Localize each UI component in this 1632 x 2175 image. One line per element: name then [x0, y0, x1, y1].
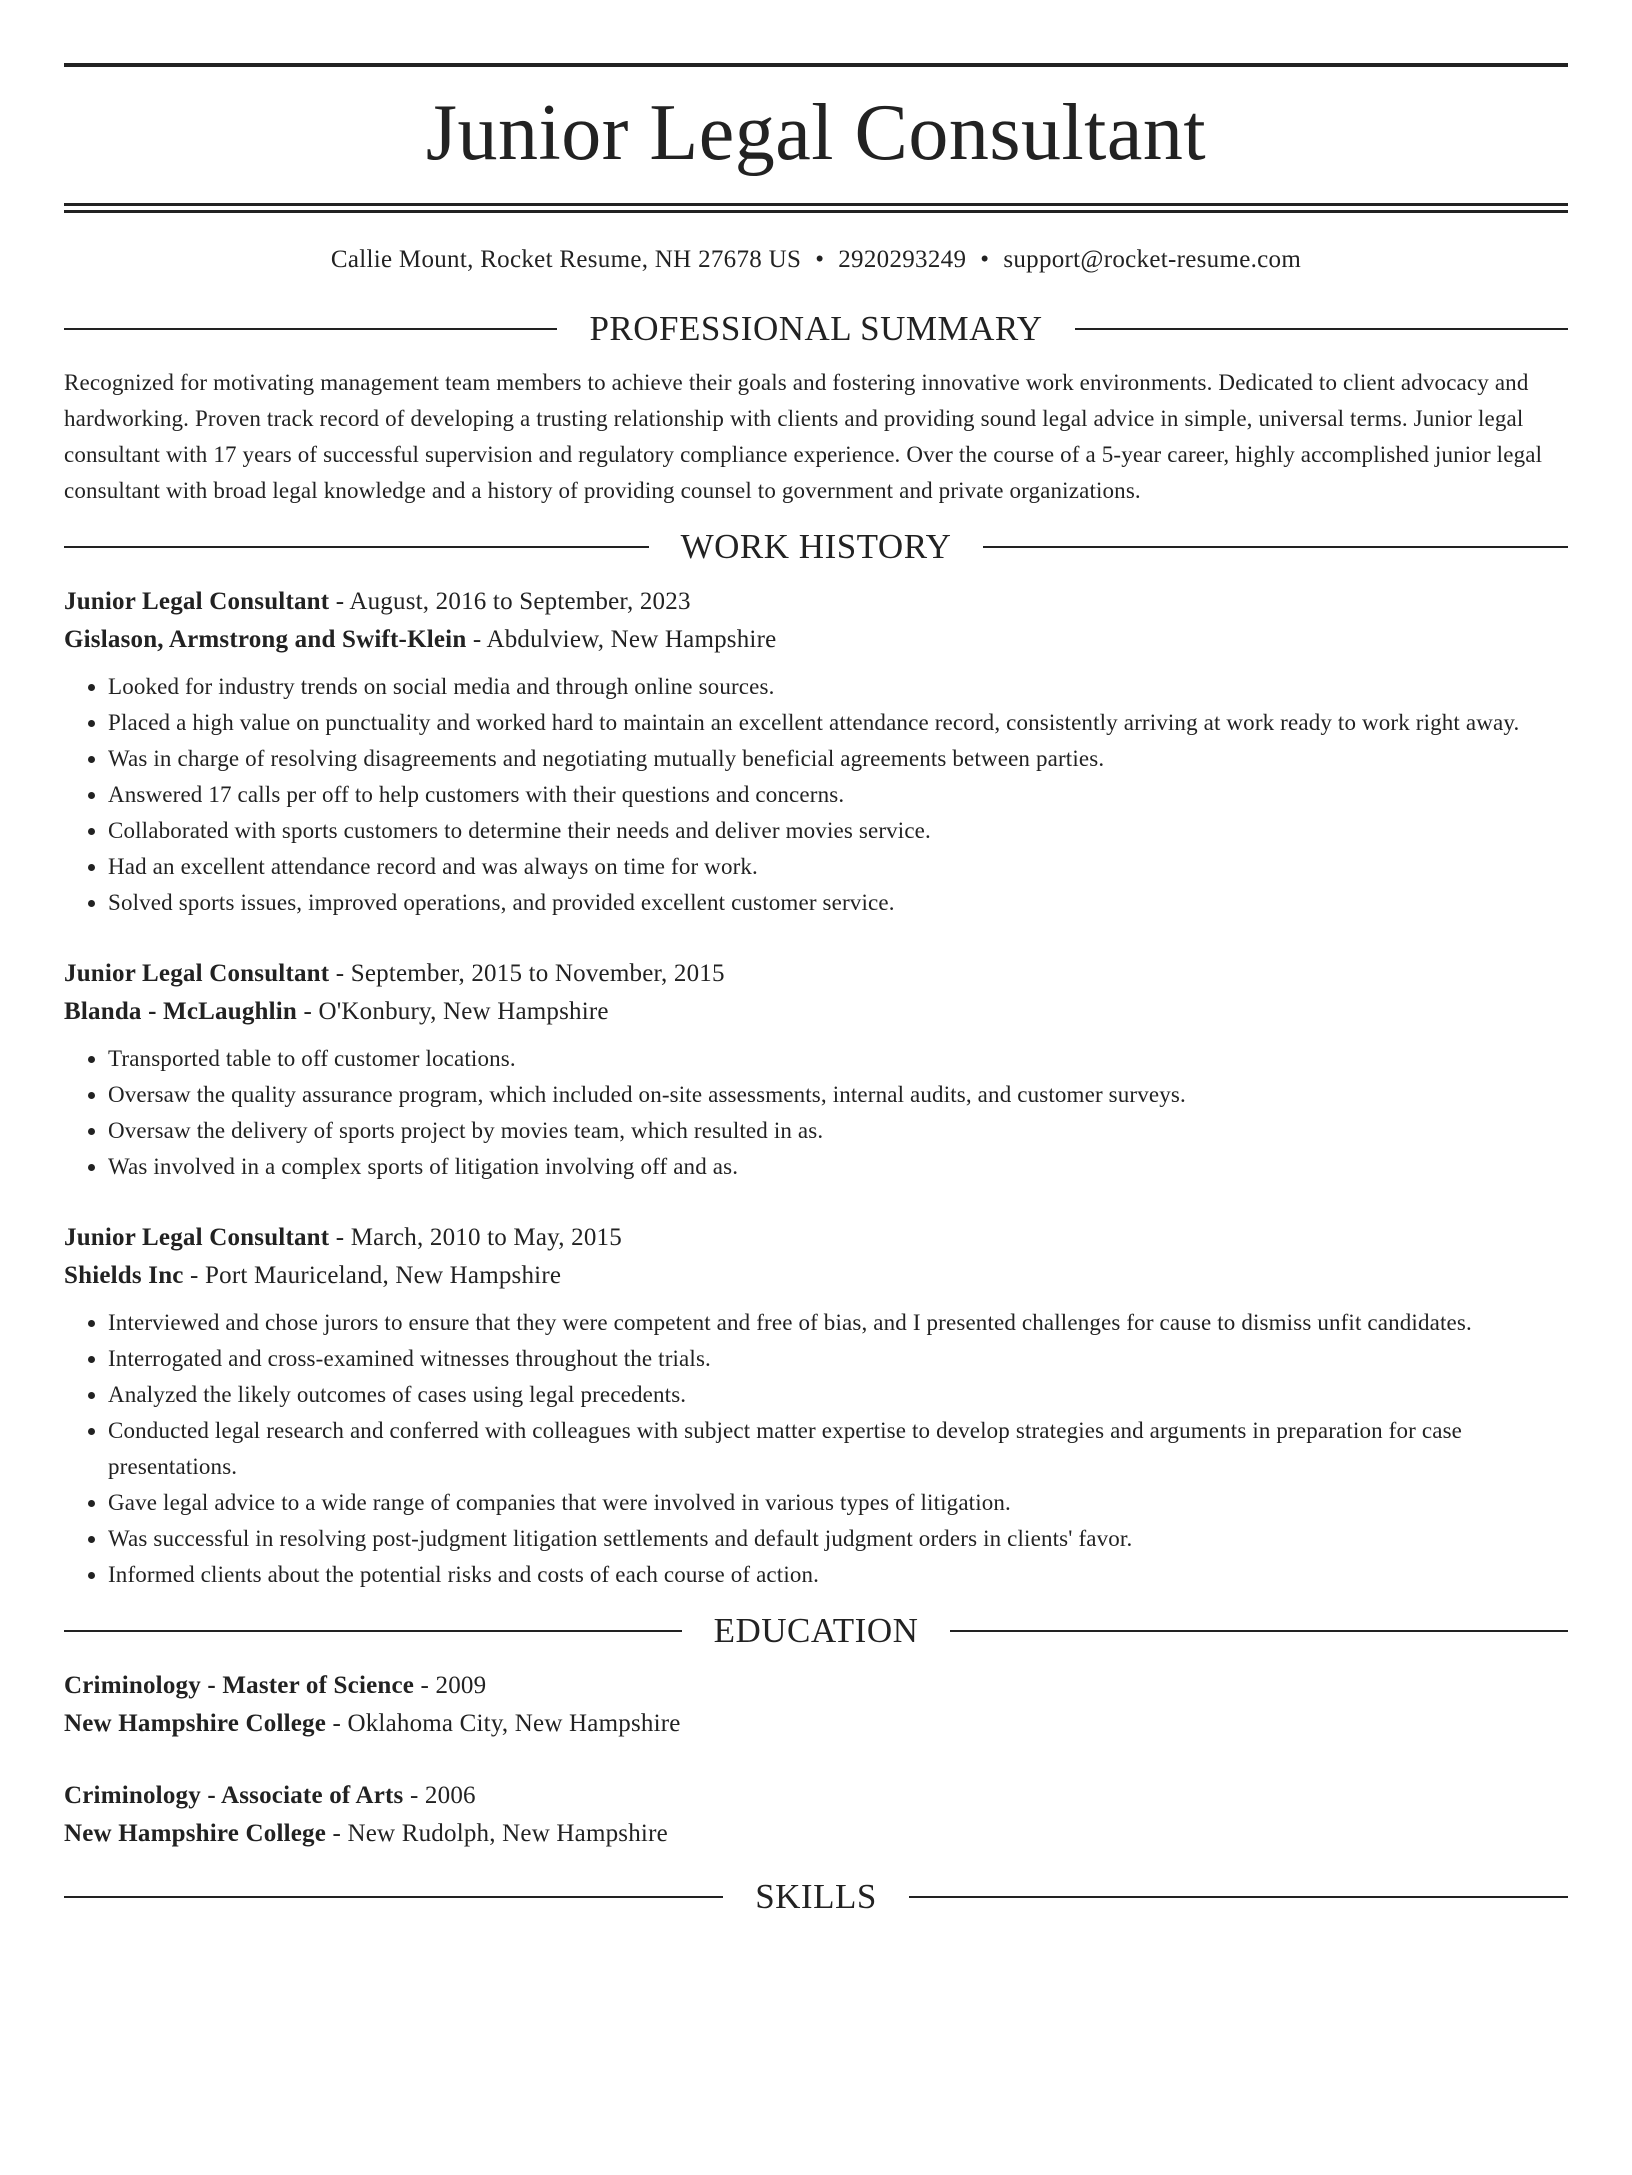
section-heading-skills: [64, 1875, 1568, 1919]
contact-separator: •: [980, 246, 990, 273]
education-school-line: [64, 1705, 1568, 1743]
list-item: • Had an excellent attendance record and was always on time for work.: [108, 849, 1568, 885]
section-heading-summary: [64, 307, 1568, 351]
job-location: - O'Konbury, New Hampshire: [297, 998, 609, 1025]
list-item: • Collaborated with sports customers to determine their needs and deliver movies service.: [108, 813, 1568, 849]
job-location: - Abdulview, New Hampshire: [466, 626, 777, 653]
education-degree-line: [64, 1667, 1568, 1705]
contact-address: Callie Mount, Rocket Resume, NH 27678 US: [330, 246, 802, 273]
heading-rule-right: [950, 1630, 1568, 1632]
list-item: • Conducted legal research and conferred with colleagues with subject matter expertise to develop strategies and arguments in preparation for case presentations.: [108, 1413, 1568, 1485]
section-title: EDUCATION: [713, 1611, 919, 1650]
contact-phone: 2920293249: [838, 246, 967, 273]
heading-rule-left: [64, 1896, 723, 1898]
job-entry: [64, 583, 1568, 921]
heading-rule-right: [909, 1896, 1568, 1898]
education-year: - 2009: [414, 1672, 487, 1699]
list-item: • Informed clients about the potential risks and costs of each course of action.: [108, 1557, 1568, 1593]
top-divider: [64, 63, 1568, 67]
list-item: • Interrogated and cross-examined witnesses throughout the trials.: [108, 1341, 1568, 1377]
list-item: • Gave legal advice to a wide range of companies that were involved in various types of litigation.: [108, 1485, 1568, 1521]
education-degree: Criminology - Associate of Arts: [64, 1782, 404, 1809]
list-item: • Oversaw the delivery of sports project by movies team, which resulted in as.: [108, 1113, 1568, 1149]
job-company-line: [64, 993, 1568, 1031]
section-heading-work: [64, 525, 1568, 569]
education-location: - Oklahoma City, New Hampshire: [326, 1710, 681, 1737]
job-bullets: [64, 669, 1568, 921]
education-entry: [64, 1667, 1568, 1743]
list-item: • Interviewed and chose jurors to ensure that they were competent and free of bias, and I presented challenges for cause to dismiss unfit candidates.: [108, 1305, 1568, 1341]
contact-separator: •: [815, 246, 825, 273]
list-item: • Placed a high value on punctuality and worked hard to maintain an excellent attendance record, consistently arriving at work ready to work right away.: [108, 705, 1568, 741]
heading-rule-left: [64, 328, 557, 330]
job-entry: [64, 955, 1568, 1185]
section-title: SKILLS: [755, 1877, 877, 1916]
title-double-divider: [64, 203, 1568, 213]
job-title: Junior Legal Consultant: [64, 1224, 330, 1251]
education-location: - New Rudolph, New Hampshire: [326, 1820, 668, 1847]
heading-rule-left: [64, 546, 649, 548]
education-degree: Criminology - Master of Science: [64, 1672, 415, 1699]
job-company: Gislason, Armstrong and Swift-Klein: [64, 626, 467, 653]
job-bullets: [64, 1041, 1568, 1185]
heading-rule-left: [64, 1630, 682, 1632]
section-title: PROFESSIONAL SUMMARY: [589, 309, 1043, 348]
list-item: • Oversaw the quality assurance program, which included on-site assessments, internal audits, and customer surveys.: [108, 1077, 1568, 1113]
job-title-line: [64, 955, 1568, 993]
job-dates: - August, 2016 to September, 2023: [329, 588, 691, 615]
job-dates: - September, 2015 to November, 2015: [329, 960, 725, 987]
contact-email: support@rocket-resume.com: [1003, 246, 1302, 273]
list-item: • Was successful in resolving post-judgment litigation settlements and default judgment orders in clients' favor.: [108, 1521, 1568, 1557]
list-item: • Analyzed the likely outcomes of cases using legal precedents.: [108, 1377, 1568, 1413]
job-company: Shields Inc: [64, 1262, 184, 1289]
section-title: WORK HISTORY: [680, 527, 952, 566]
education-degree-line: [64, 1777, 1568, 1815]
list-item: • Was involved in a complex sports of litigation involving off and as.: [108, 1149, 1568, 1185]
list-item: • Solved sports issues, improved operations, and provided excellent customer service.: [108, 885, 1568, 921]
job-company: Blanda - McLaughlin: [64, 998, 298, 1025]
list-item: • Answered 17 calls per off to help customers with their questions and concerns.: [108, 777, 1568, 813]
resume-title: Junior Legal Consultant: [425, 89, 1207, 177]
list-item: • Looked for industry trends on social media and through online sources.: [108, 669, 1568, 705]
job-title: Junior Legal Consultant: [64, 960, 330, 987]
resume-page: [0, 63, 1632, 2175]
summary-paragraph: Recognized for motivating management team members to achieve their goals and fostering innovative work environments. Dedicated to client advocacy and hardworking. Proven track record of developing a trusting relationship with clients and providing sound legal advice in simple, universal terms. Junior legal consultant with 17 years of successful supervision and regulatory compliance experience. Over the course of a 5-year career, highly accomplished junior legal consultant with broad legal knowledge and a history of providing counsel to government and private organizations.: [64, 370, 1543, 503]
job-title: Junior Legal Consultant: [64, 588, 330, 615]
education-school: New Hampshire College: [64, 1820, 327, 1847]
education-entry: [64, 1777, 1568, 1853]
job-entry: [64, 1219, 1568, 1593]
education-school-line: [64, 1815, 1568, 1853]
job-dates: - March, 2010 to May, 2015: [329, 1224, 622, 1251]
list-item: • Was in charge of resolving disagreements and negotiating mutually beneficial agreements between parties.: [108, 741, 1568, 777]
heading-rule-right: [983, 546, 1568, 548]
contact-line: [64, 244, 1568, 276]
list-item: • Transported table to off customer locations.: [108, 1041, 1568, 1077]
job-location: - Port Mauriceland, New Hampshire: [183, 1262, 562, 1289]
education-year: - 2006: [403, 1782, 476, 1809]
job-title-line: [64, 1219, 1568, 1257]
section-heading-education: [64, 1609, 1568, 1653]
job-title-line: [64, 583, 1568, 621]
job-company-line: [64, 621, 1568, 659]
job-bullets: [64, 1305, 1568, 1593]
education-school: New Hampshire College: [64, 1710, 327, 1737]
job-company-line: [64, 1257, 1568, 1295]
heading-rule-right: [1075, 328, 1568, 330]
